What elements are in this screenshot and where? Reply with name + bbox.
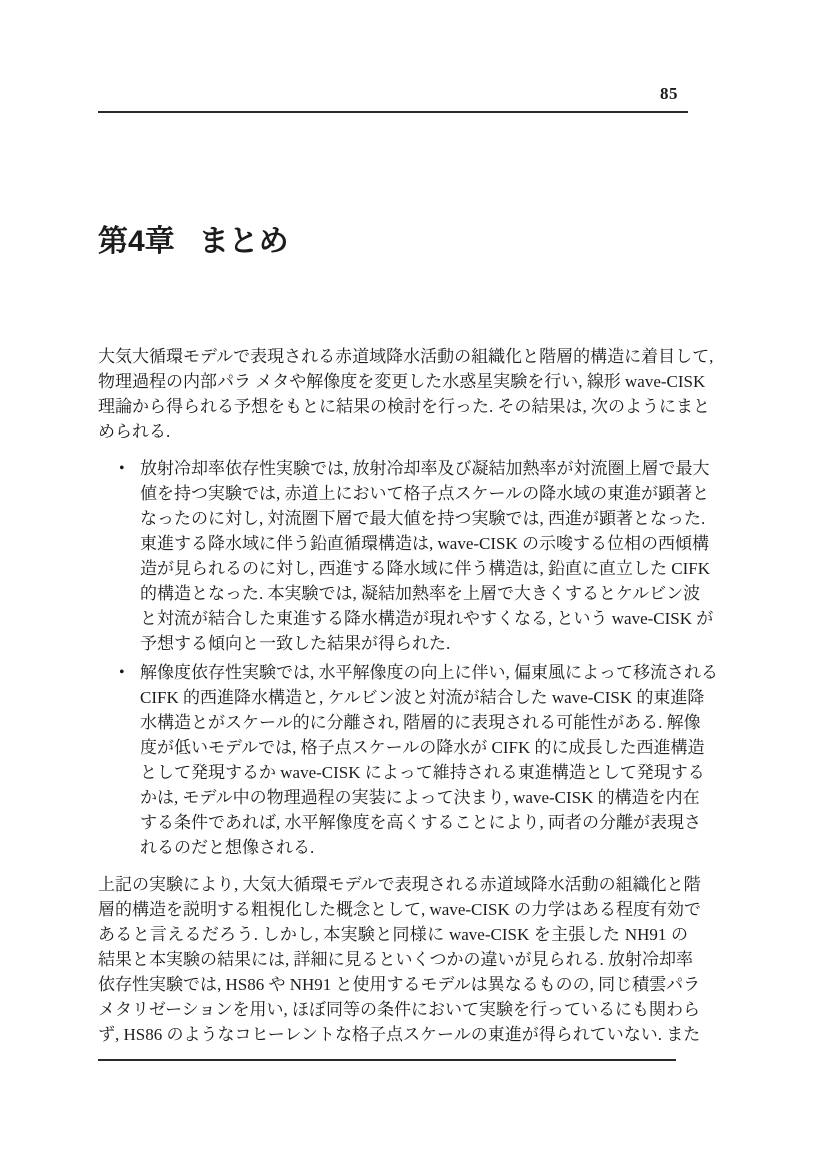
bullet-item-radiative-cooling-experiment <box>98 456 714 656</box>
bullet-marker-icon: • <box>119 460 125 477</box>
text-line: 水構造とがスケール的に分離され, 階層的に表現される可能性がある. 解像 <box>140 713 701 732</box>
text-line: 度が低いモデルでは, 格子点スケールの降水が CIFK 的に成長した西進構造 <box>140 738 705 757</box>
chapter-heading <box>98 216 289 260</box>
intro-paragraph <box>98 344 714 444</box>
text-line: 上記の実験により, 大気大循環モデルで表現される赤道域降水活動の組織化と階 <box>98 875 701 894</box>
bullet-marker-icon: • <box>119 664 125 681</box>
text-line: 予想する傾向と一致した結果が得られた. <box>140 634 451 653</box>
text-line: あると言えるだろう. しかし, 本実験と同様に wave-CISK を主張した NH91 の <box>98 925 688 944</box>
header-rule <box>98 111 688 113</box>
text-line: メタリゼーションを用い, ほぼ同等の条件において実験を行っているにも関わら <box>98 1000 700 1019</box>
text-line: 結果と本実験の結果には, 詳細に見るといくつかの違いが見られる. 放射冷却率 <box>98 950 693 969</box>
text-line: 値を持つ実験では, 赤道上において格子点スケールの降水域の東進が顕著と <box>140 484 710 503</box>
text-line: 的構造となった. 本実験では, 凝結加熱率を上層で大きくするとケルビン波 <box>140 584 701 603</box>
chapter-title-text: まとめ <box>198 225 289 258</box>
text-line: として発現するか wave-CISK によって維持される東進構造として発現する <box>140 763 705 782</box>
text-line: する条件であれば, 水平解像度を高くすることにより, 両者の分離が表現さ <box>140 813 701 832</box>
text-line: CIFK 的西進降水構造と, ケルビン波と対流が結合した wave-CISK 的東進降 <box>140 688 705 707</box>
text-line: 放射冷却率依存性実験では, 放射冷却率及び凝結加熱率が対流圏上層で最大 <box>140 459 710 478</box>
text-line: 大気大循環モデルで表現される赤道域降水活動の組織化と階層的構造に着目して, <box>98 347 714 366</box>
text-line: 造が見られるのに対し, 西進する降水域に伴う構造は, 鉛直に直立した CIFK <box>140 559 710 578</box>
text-line: 層的構造を説明する粗視化した概念として, wave-CISK の力学はある程度有効で <box>98 900 702 919</box>
text-line: と対流が結合した東進する降水構造が現れやすくなる, という wave-CISK が <box>140 609 714 628</box>
text-line: 解像度依存性実験では, 水平解像度の向上に伴い, 偏東風によって移流される <box>140 663 718 682</box>
text-line: 東進する降水域に伴う鉛直循環構造は, wave-CISK の示唆する位相の西傾構 <box>140 534 710 553</box>
bullet-text <box>140 660 718 860</box>
text-line: 依存性実験では, HS86 や NH91 と使用するモデルは異なるものの, 同じ積雲パラ <box>98 975 701 994</box>
text-line: かは, モデル中の物理過程の実装によって決まり, wave-CISK 的構造を内在 <box>140 788 700 807</box>
text-line: ず, HS86 のようなコヒーレントな格子点スケールの東進が得られていない. また <box>98 1025 701 1044</box>
text-line: められる. <box>98 422 171 441</box>
bullet-text <box>140 456 714 656</box>
chapter-number-label: 第4章 <box>98 225 175 258</box>
text-line: なったのに対し, 対流圏下層で最大値を持つ実験では, 西進が顕著となった. <box>140 509 706 528</box>
bullet-item-resolution-experiment <box>98 660 718 860</box>
footer-rule <box>98 1059 676 1061</box>
text-line: 理論から得られる予想をもとに結果の検討を行った. その結果は, 次のようにまと <box>98 397 710 416</box>
text-line: 物理過程の内部パラ メタや解像度を変更した水惑星実験を行い, 線形 wave-CISK <box>98 372 706 391</box>
page-number: 85 <box>660 84 678 103</box>
closing-paragraph <box>98 872 702 1047</box>
text-line: れるのだと想像される. <box>140 838 315 857</box>
